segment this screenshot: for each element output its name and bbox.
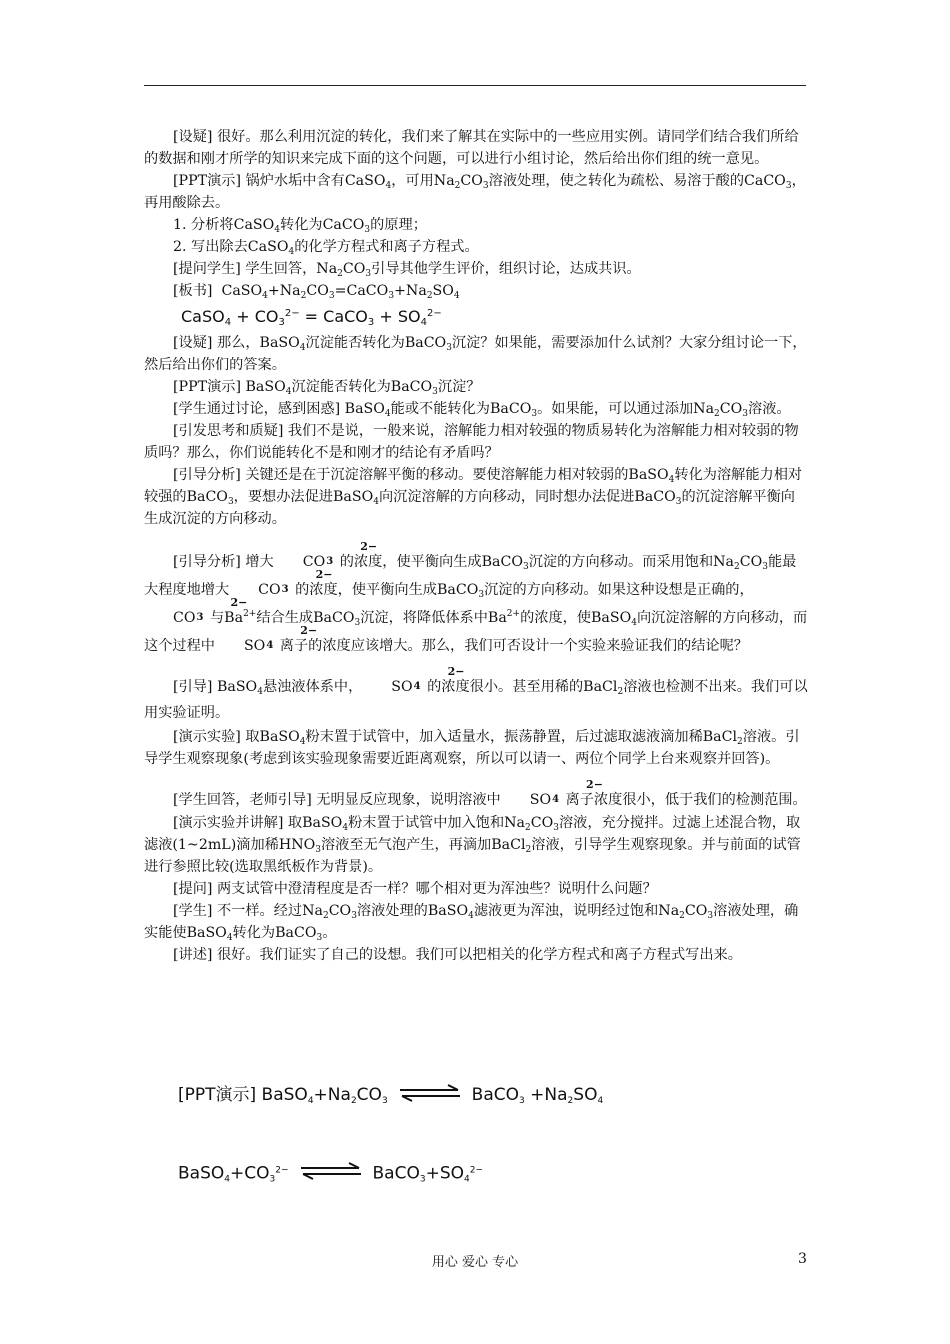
ionic-equation-2: $BaSO_4+CO_3^{2-}$ $BaCO_3+SO_4^{2-}$ bbox=[178, 1163, 484, 1185]
paragraph: [设疑] 很好。那么利用沉淀的转化，我们来了解其在实际中的一些应用实例。请同学们结合我们所给的数据和刚才所学的知识来完成下面的这个问题，可以进行小组讨论，然后给出你们组的统一意见。 bbox=[144, 129, 799, 167]
ionic-equation-1: CaSO$_4$ + $CO_3^{2-}$ = CaCO$_3$ + $SO_4^{2-}$ bbox=[181, 307, 442, 328]
document-body bbox=[144, 126, 808, 966]
ppt-equation: [PPT演示] $BaSO_4+Na_2CO_3$ BaCO$_3$ $+Na_2SO_4$ bbox=[178, 1085, 604, 1106]
paragraph: [引发思考和质疑] 我们不是说，一般来说，溶解能力相对较强的物质易转化为溶解能力相对较弱的物质吗？那么，你们说能转化不是和刚才的结论有矛盾吗？ bbox=[144, 423, 799, 461]
paragraph: [PPT演示] BaSO$_4$沉淀能否转化为BaCO$_3$沉淀？ bbox=[173, 379, 481, 397]
paragraph: [引导] BaSO$_4$悬浊液体系中， SO4 2− 的浓度很小。甚至用稀的BaCl$_2$溶液也检测不出来。我们可以用实验证明。 bbox=[144, 665, 808, 721]
paragraph: [PPT演示] 锅炉水垢中含有CaSO$_4$，可用$Na_2CO_3$溶液处理，使之转化为疏松、易溶于酸的CaCO$_3$，再用酸除去。 bbox=[144, 173, 806, 211]
paragraph: [讲述] 很好。我们证实了自己的设想。我们可以把相关的化学方程式和离子方程式写出来。 bbox=[173, 947, 742, 963]
paragraph: [学生回答，老师引导] 无明显反应现象，说明溶液中 SO4 2− 离子浓度很小，低于我们的检测范围。 bbox=[173, 778, 807, 808]
list-item: 2. 写出除去CaSO$_4$的化学方程式和离子方程式。 bbox=[173, 239, 479, 257]
list-item: 1. 分析将CaSO$_4$转化为CaCO$_3$的原理； bbox=[173, 217, 427, 235]
paragraph: [引导分析] 增大 CO3 2− 的浓度，使平衡向生成BaCO$_3$沉淀的方向移动。而采用饱和$Na_2CO_3$能最大程度地增大 CO3 2− 的浓度，使平衡向生成BaCO$_3$沉淀的方向移动。如果这种设想是正确的，CO3 2− 与$Ba^{2+}$结合生成BaCO$_3$沉淀，将降低体系中$Ba^{2+}$的浓度，使BaSO$_4$向沉淀溶解的方向移动，而这个过程中 SO4 2− 离子的浓度应该增大。那么，我们可否设计一个实验来验证我们的结论呢？ bbox=[144, 540, 808, 654]
paragraph: [学生] 不一样。经过$Na_2CO_3$溶液处理的BaSO$_4$滤液更为浑浊，说明经过饱和$Na_2CO_3$溶液处理，确实能使BaSO$_4$转化为BaCO$_3$。 bbox=[144, 903, 799, 943]
page-number: 3 bbox=[798, 1251, 807, 1267]
equilibrium-arrow-icon bbox=[299, 1162, 363, 1185]
page-footer: 用心 爱心 专心 bbox=[431, 1255, 519, 1270]
paragraph: [提问学生] 学生回答，$Na_2CO_3$引导其他学生评价，组织讨论，达成共识。 bbox=[173, 261, 641, 279]
equilibrium-arrow-icon bbox=[398, 1084, 462, 1107]
paragraph: [板书] $CaSO_4+Na_2CO_3=CaCO_3+Na_2SO_4$ bbox=[173, 283, 460, 301]
paragraph: [演示实验并讲解] 取BaSO$_4$粉末置于试管中加入饱和$Na_2CO_3$溶液，充分搅拌。过滤上述混合物，取滤液(1~2mL)滴加稀$HNO_3$溶液至无气泡产生，再滴加BaCl$_2$溶液，引导学生观察现象。并与前面的试管进行参照比较(选取黑纸板作为背景)。 bbox=[144, 815, 801, 875]
paragraph: [演示实验] 取BaSO$_4$粉末置于试管中，加入适量水，振荡静置，后过滤取滤液滴加稀BaCl$_2$溶液。引导学生观察现象(考虑到该实验现象需要近距离观察，所以可以请一、两位个同学上台来观察并回答)。 bbox=[144, 729, 800, 767]
paragraph: [提问] 两支试管中澄清程度是否一样？哪个相对更为浑浊些？说明什么问题？ bbox=[173, 881, 657, 897]
header-rule bbox=[144, 85, 806, 86]
paragraph: [引导分析] 关键还是在于沉淀溶解平衡的移动。要使溶解能力相对较弱的BaSO$_4$转化为溶解能力相对较强的BaCO$_3$，要想办法促进BaSO$_4$向沉淀溶解的方向移动，同时想办法促进BaCO$_3$的沉淀溶解平衡向生成沉淀的方向移动。 bbox=[144, 467, 803, 527]
paragraph: [设疑] 那么，BaSO$_4$沉淀能否转化为BaCO$_3$沉淀？如果能，需要添加什么试剂？大家分组讨论一下，然后给出你们的答案。 bbox=[144, 335, 807, 373]
paragraph: [学生通过讨论，感到困惑] BaSO$_4$能或不能转化为BaCO$_3$。如果能，可以通过添加$Na_2CO_3$溶液。 bbox=[173, 401, 791, 419]
